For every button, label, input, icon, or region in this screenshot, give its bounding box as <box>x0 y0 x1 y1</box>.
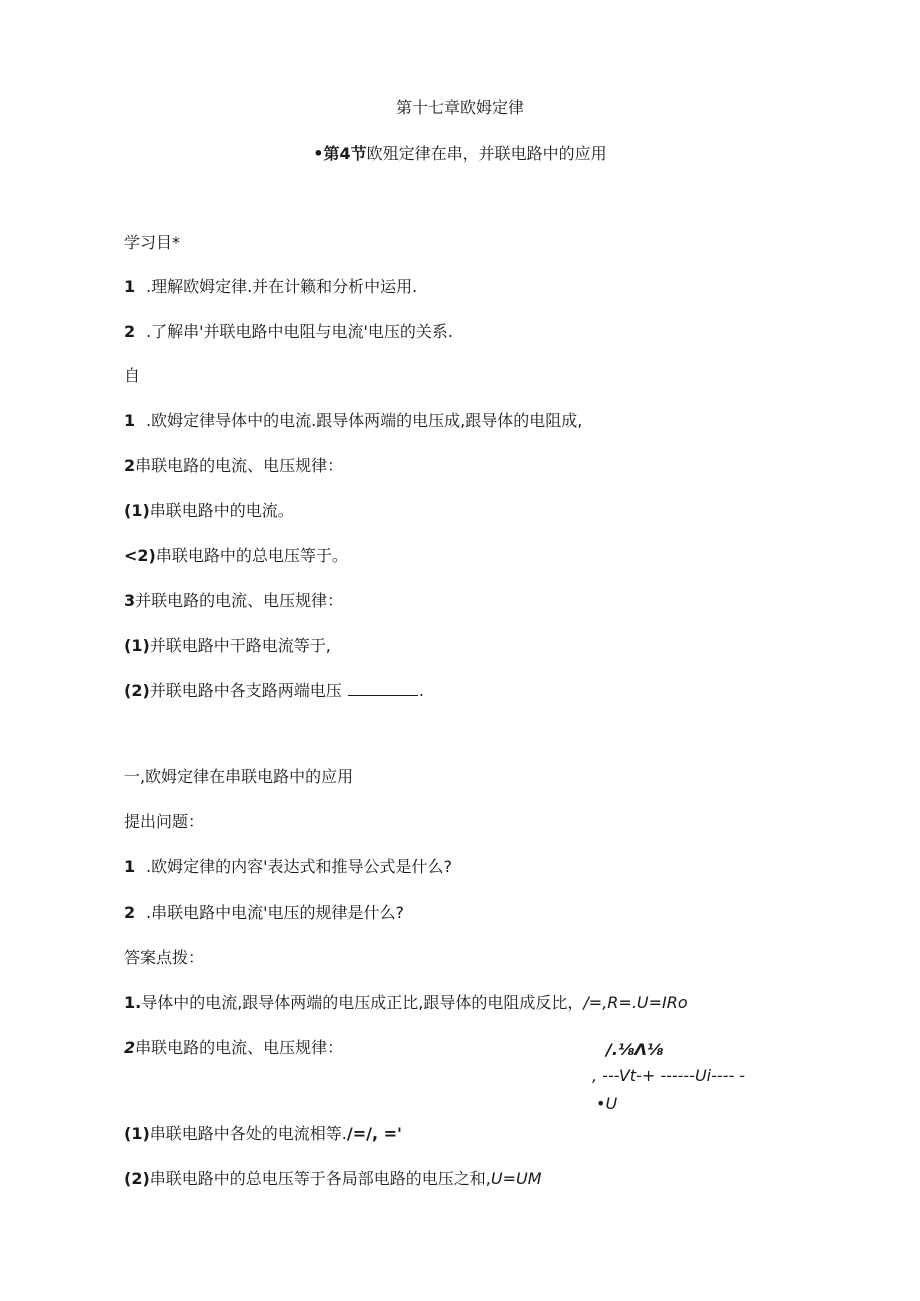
question-number: 2 <box>124 903 136 922</box>
answer-number: (1) <box>124 1124 150 1143</box>
preview-item-1 <box>124 411 582 431</box>
goal-item-2 <box>124 322 453 342</box>
answer-item-1 <box>124 993 688 1013</box>
preview-item-2b <box>124 546 348 566</box>
answer-number: 1. <box>124 993 142 1012</box>
answer-number: (2) <box>124 1169 150 1188</box>
answer-number: 2 <box>124 1038 136 1057</box>
section-title-rest: 欧殂定律在串，并联电路中的应用 <box>366 144 607 163</box>
preview-item-number: 3 <box>124 591 136 610</box>
preview-item-text: 并联电路的电流、电压规律： <box>135 591 344 610</box>
question-item-1 <box>124 857 452 877</box>
section-title-prefix: •第4节 <box>313 144 367 163</box>
section-title <box>0 144 920 164</box>
preview-item-3a <box>124 636 331 656</box>
preview-item-number: 2 <box>124 456 136 475</box>
preview-heading: 自 <box>124 366 141 385</box>
circuit-diagram-label-top: /.⅛Λ⅛ <box>606 1040 664 1059</box>
goal-item-text: .了解串'并联电路中电阻与电流'电压的关系. <box>146 322 453 341</box>
preview-item-text: 串联电路中的总电压等于。 <box>155 546 348 565</box>
circuit-diagram-line: , ---Vt-+ ------Ui---- - <box>592 1066 746 1085</box>
preview-item-number: 1 <box>124 411 136 430</box>
preview-item-text: 串联电路中的电流。 <box>149 501 294 520</box>
preview-item-number: <2) <box>124 546 156 565</box>
question-number: 1 <box>124 857 136 876</box>
preview-item-number: (2) <box>124 681 150 700</box>
preview-item-text: 串联电路的电流、电压规律： <box>135 456 344 475</box>
section1-heading: 一,欧姆定律在串联电路中的应用 <box>124 767 354 786</box>
goal-item-text: .理解欧姆定律.并在计籁和分析中运用. <box>146 277 418 296</box>
answer-text: 导体中的电流,跟导体两端的电压成正比,跟导体的电阻成反比， <box>141 993 584 1012</box>
preview-item-3b <box>124 681 424 701</box>
answer-blank <box>348 681 418 696</box>
circuit-diagram-label-bottom: •U <box>596 1094 618 1113</box>
goal-item-number: 1 <box>124 277 136 296</box>
answer-label: 答案点拨： <box>124 948 205 967</box>
chapter-title <box>0 98 920 118</box>
preview-item-number: (1) <box>124 501 150 520</box>
preview-item-2a <box>124 501 294 521</box>
preview-item-text: 并联电路中干路电流等于, <box>149 636 331 655</box>
question-item-2 <box>124 903 404 923</box>
answer-item-2b <box>124 1169 542 1189</box>
answer-item-2a <box>124 1124 402 1144</box>
answer-text: 串联电路的电流、电压规律： <box>135 1038 344 1057</box>
question-text: .欧姆定律的内容'表达式和推导公式是什么? <box>146 857 452 876</box>
preview-item-tail: . <box>418 681 424 700</box>
answer-item-2 <box>124 1038 343 1058</box>
preview-item-2 <box>124 456 343 476</box>
answer-text: 串联电路中的总电压等于各局部电路的电压之和, <box>149 1169 491 1188</box>
answer-text: 串联电路中各处的电流相等. <box>149 1124 347 1143</box>
goal-item-1 <box>124 277 417 297</box>
chapter-title-text: 第十七章欧姆定律 <box>395 98 524 117</box>
goals-heading: 学习目* <box>124 233 181 252</box>
series-current-formula: /=/, =' <box>346 1124 402 1143</box>
ohms-law-formula: /=,R=.U=IRo <box>583 993 688 1012</box>
preview-item-number: (1) <box>124 636 150 655</box>
preview-item-3 <box>124 591 343 611</box>
series-voltage-formula: U=UM <box>490 1169 542 1188</box>
preview-item-text: 并联电路中各支路两端电压 <box>149 681 342 700</box>
preview-item-text: .欧姆定律导体中的电流.跟导体两端的电压成,跟导体的电阻成, <box>146 411 583 430</box>
question-label: 提出问题： <box>124 812 205 831</box>
goal-item-number: 2 <box>124 322 136 341</box>
question-text: .串联电路中电流'电压的规律是什么? <box>146 903 404 922</box>
